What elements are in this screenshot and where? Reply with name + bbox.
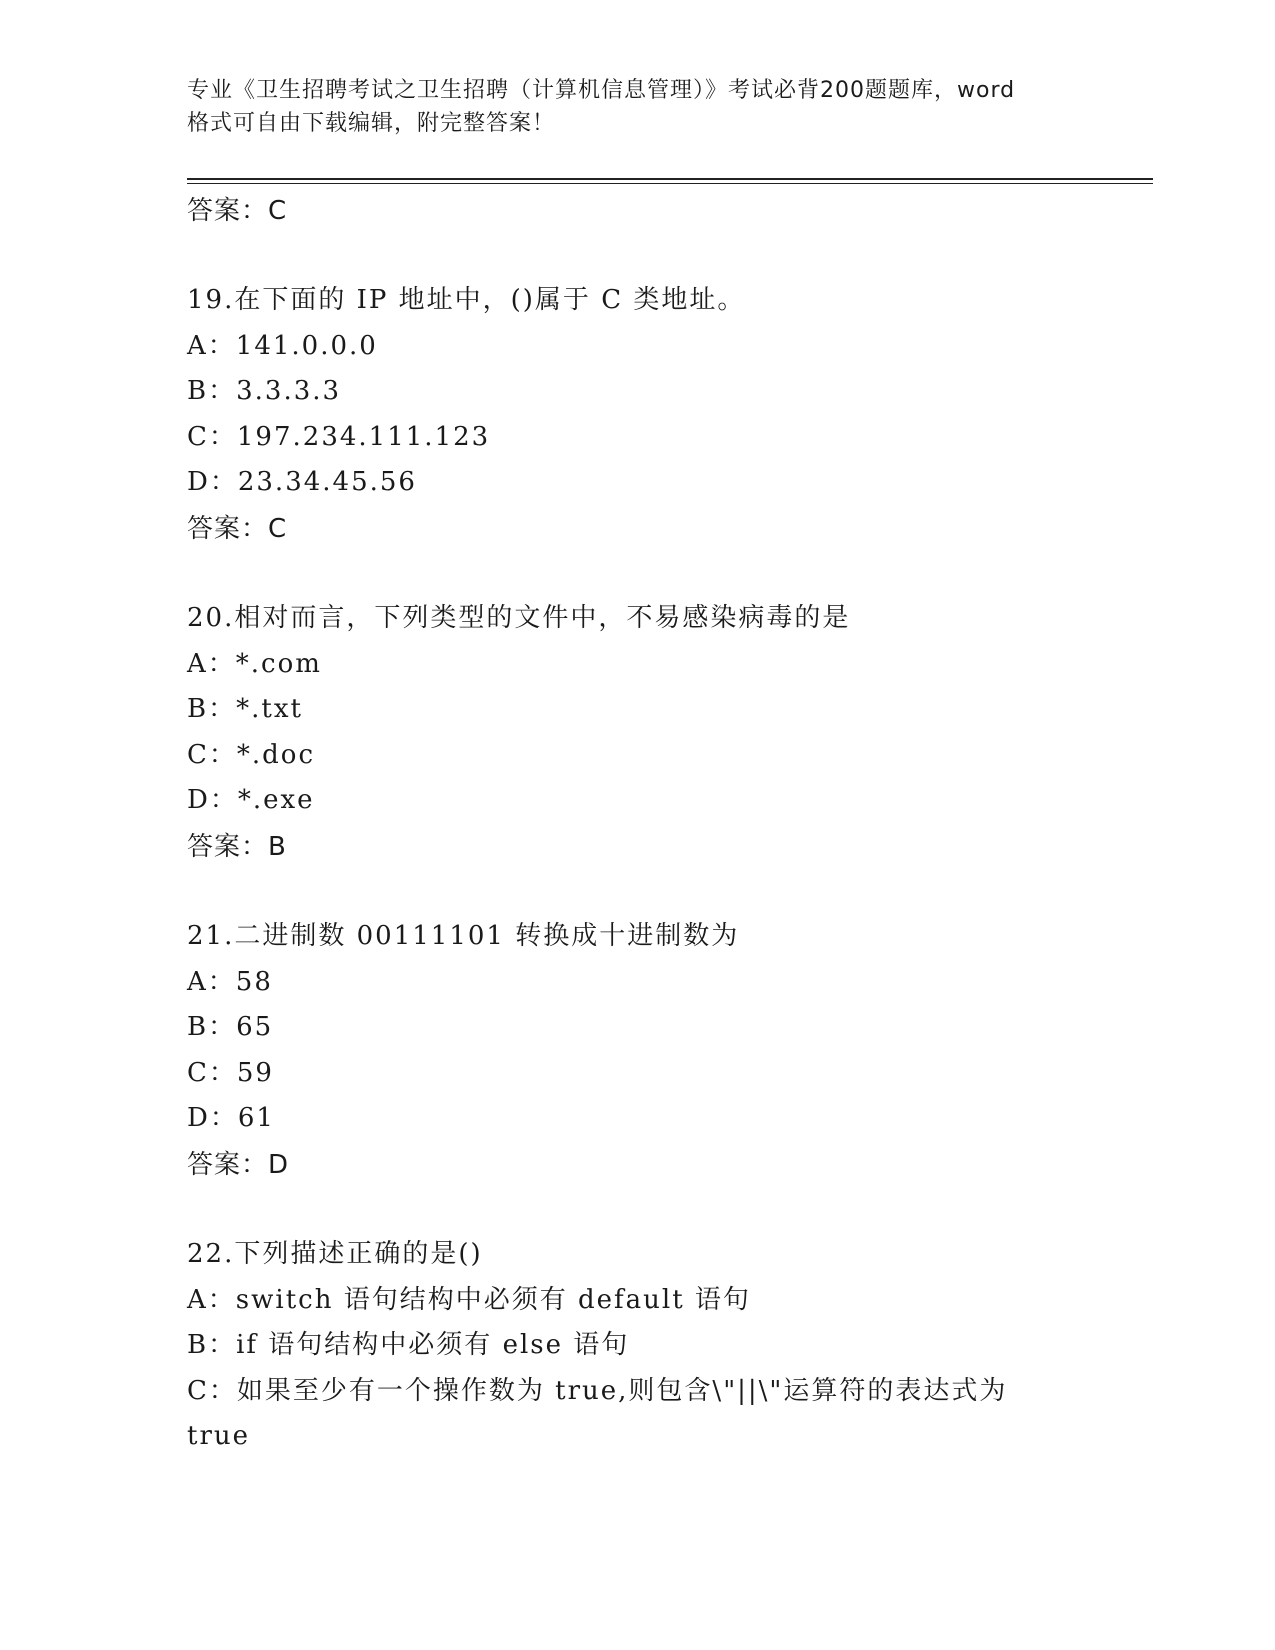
question-text: 20.相对而言，下列类型的文件中，不易感染病毒的是 <box>187 602 851 633</box>
option-c-continuation: true <box>187 1421 251 1452</box>
spacer <box>187 1188 1147 1232</box>
option-b: B：65 <box>187 1012 274 1043</box>
option-b: B：*.txt <box>187 694 303 725</box>
option-a: A：switch 语句结构中必须有 default 语句 <box>187 1284 751 1315</box>
option-b: B：3.3.3.3 <box>187 376 342 407</box>
option-d: D：*.exe <box>187 785 315 816</box>
answer: 答案：D <box>187 1149 290 1180</box>
previous-answer: 答案：C <box>187 196 288 226</box>
option-a: A：*.com <box>187 648 322 679</box>
document-header <box>187 74 1087 140</box>
question-text: 19.在下面的 IP 地址中，()属于 C 类地址。 <box>187 285 746 315</box>
option-c: C：197.234.111.123 <box>187 421 491 452</box>
option-a: A：141.0.0.0 <box>187 330 378 361</box>
question-21 <box>187 914 1147 1188</box>
question-19 <box>187 278 1147 552</box>
question-list <box>187 188 1147 1460</box>
header-line-2: 格式可自由下载编辑，附完整答案！ <box>187 111 556 136</box>
spacer <box>187 870 1147 914</box>
option-c: C：*.doc <box>187 739 316 770</box>
spacer <box>187 552 1147 596</box>
answer: 答案：C <box>187 513 288 544</box>
option-d: D：23.34.45.56 <box>187 467 417 498</box>
header-divider-thick <box>187 178 1153 180</box>
option-c: C：如果至少有一个操作数为 true,则包含\"||\"运算符的表达式为 <box>187 1375 1008 1406</box>
spacer <box>187 234 1147 278</box>
option-a: A：58 <box>187 966 273 997</box>
option-c: C：59 <box>187 1057 274 1088</box>
header-divider-thin <box>187 183 1153 184</box>
option-b: B：if 语句结构中必须有 else 语句 <box>187 1330 630 1361</box>
header-line-1: 专业《卫生招聘考试之卫生招聘（计算机信息管理）》考试必背200题题库，word <box>187 78 1016 103</box>
option-d: D：61 <box>187 1103 275 1134</box>
question-20 <box>187 596 1147 870</box>
question-text: 21.二进制数 00111101 转换成十进制数为 <box>187 920 740 951</box>
question-22 <box>187 1232 1147 1460</box>
question-text: 22.下列描述正确的是() <box>187 1238 483 1269</box>
answer: 答案：B <box>187 831 287 862</box>
